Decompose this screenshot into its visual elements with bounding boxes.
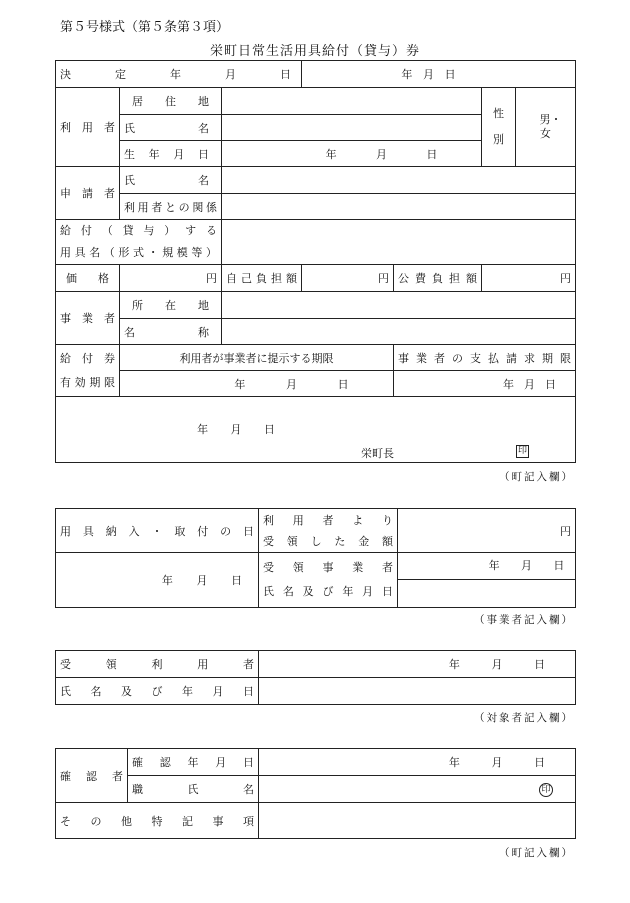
amount-label: 利用者より 受領した金額 (259, 509, 398, 553)
form-number: 第５号様式（第５条第３項） (60, 20, 230, 35)
confirm-date-field[interactable]: 年 月 日 (259, 749, 576, 776)
confirm-label: 確認者 (56, 749, 128, 803)
public-pay-field[interactable]: 円 (482, 265, 576, 292)
receipt-label-line2: 氏名及び年月日 (56, 678, 259, 705)
validity-label: 給付券 有効期限 (56, 345, 120, 397)
receipt-table (55, 650, 576, 705)
sex-options[interactable]: 男・女 (516, 88, 576, 167)
mayor-label: 栄町長 (361, 447, 394, 460)
main-form-table (55, 60, 576, 463)
note-target-entry: （対象者記入欄） (474, 712, 574, 724)
staff-field[interactable] (259, 776, 576, 803)
sex-label: 性別 (482, 88, 516, 167)
user-birth-label: 生年月日 (120, 141, 222, 167)
applicant-label: 申請者 (56, 167, 120, 220)
present-deadline-label: 利用者が事業者に提示する期限 (120, 345, 394, 371)
vendor-label: 事業者 (56, 292, 120, 345)
price-label: 価格 (56, 265, 120, 292)
user-address-field[interactable] (222, 88, 482, 115)
user-birth-field[interactable]: 年 月 日 (222, 141, 482, 167)
claim-deadline-label: 事業者の支払請求期限 (394, 345, 576, 371)
applicant-relation-field[interactable] (222, 194, 576, 220)
delivery-table (55, 508, 576, 608)
applicant-name-label: 氏名 (120, 167, 222, 194)
amount-field[interactable]: 円 (398, 509, 576, 553)
note-vendor-entry: （事業者記入欄） (474, 614, 574, 626)
user-name-field[interactable] (222, 115, 482, 141)
decision-date-field[interactable]: 年 月 日 (302, 61, 576, 88)
item-field[interactable] (222, 220, 576, 265)
remarks-label: その他特記事項 (56, 803, 259, 839)
vendor-location-label: 所在地 (120, 292, 222, 319)
issue-block (56, 397, 576, 463)
confirm-table (55, 748, 576, 839)
receipt-label-line1: 受領利用者 (56, 651, 259, 678)
vendor-name-label: 名称 (120, 319, 222, 345)
mayor-seal-mark: 印 (517, 446, 527, 456)
receiver-label: 受領事業者 氏名及び年月日 (259, 553, 398, 608)
applicant-name-field[interactable] (222, 167, 576, 194)
present-deadline-field[interactable]: 年 月 日 (120, 371, 394, 397)
vendor-name-field[interactable] (222, 319, 576, 345)
user-address-label: 居住地 (120, 88, 222, 115)
claim-deadline-field[interactable]: 年 月 日 (394, 371, 576, 397)
delivery-date-field[interactable]: 年 月 日 (56, 553, 259, 608)
receipt-name-field[interactable] (259, 678, 576, 705)
applicant-relation-label: 利用者との関係 (120, 194, 222, 220)
staff-label: 職氏名 (128, 776, 259, 803)
item-label: 給付（貸与）する 用具名（形式・規模等） (56, 220, 222, 265)
price-field[interactable]: 円 (120, 265, 222, 292)
issue-date[interactable]: 年 月 日 (197, 423, 275, 436)
self-pay-label: 自己負担額 (222, 265, 302, 292)
note-town-entry-2: （町記入欄） (499, 847, 574, 859)
vendor-location-field[interactable] (222, 292, 576, 319)
staff-seal-mark: 印 (539, 783, 553, 797)
user-name-label: 氏名 (120, 115, 222, 141)
delivery-date-label: 用具納入・取付の日 (56, 509, 259, 553)
confirm-date-label: 確認年月日 (128, 749, 259, 776)
remarks-field[interactable] (259, 803, 576, 839)
form-title: 栄町日常生活用具給付（貸与）券 (209, 44, 420, 59)
decision-label: 決 定 年 月 日 (56, 61, 302, 88)
receiver-field[interactable]: 年 月 日 (398, 553, 576, 608)
note-town-entry: （町記入欄） (499, 471, 574, 483)
self-pay-field[interactable]: 円 (302, 265, 394, 292)
user-label: 利用者 (56, 88, 120, 167)
public-pay-label: 公費負担額 (394, 265, 482, 292)
receipt-date-field[interactable]: 年 月 日 (259, 651, 576, 678)
